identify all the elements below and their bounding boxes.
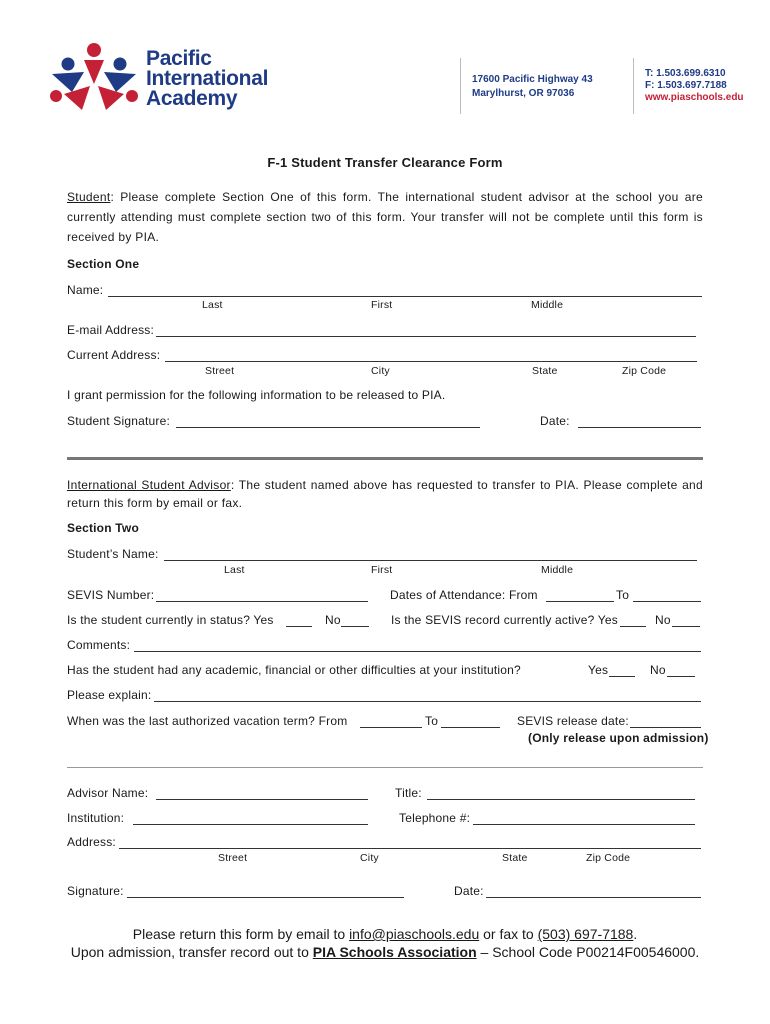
difficulties-label: Has the student had any academic, financial or other difficulties at your institution? [67, 663, 521, 677]
sevis-active-yes-input[interactable] [620, 626, 646, 627]
footer-line2-prefix: Upon admission, transfer record out to [70, 944, 313, 960]
address-line-1: 17600 Pacific Highway 43 [472, 74, 593, 85]
advisor-title-input[interactable] [427, 799, 695, 800]
logo-line-3: Academy [146, 87, 238, 110]
section-one-heading: Section One [67, 257, 140, 271]
form-title: F-1 Student Transfer Clearance Form [267, 155, 503, 170]
sevis-active-no-label: No [655, 613, 671, 627]
permission-statement: I grant permission for the following information to be released to PIA. [67, 388, 446, 402]
address-sub-street: Street [205, 365, 235, 377]
email-input[interactable] [156, 336, 696, 337]
phone-number: T: 1.503.699.6310 [645, 68, 726, 79]
fax-number: F: 1.503.697.7188 [645, 80, 727, 91]
difficulties-no-input[interactable] [667, 676, 695, 677]
vacation-to-input[interactable] [441, 727, 500, 728]
address-sub-state: State [532, 365, 558, 377]
advisor-signature-label: Signature: [67, 884, 124, 898]
difficulties-yes-label: Yes [588, 663, 609, 677]
advisor-address-sub-street: Street [218, 852, 248, 864]
student-date-input[interactable] [578, 427, 701, 428]
advisor-address-input[interactable] [119, 848, 701, 849]
advisor-intro-text: : The student named above has requested to transfer to PIA. Please complete and return this form by email or fax. [67, 478, 703, 510]
student-signature-label: Student Signature: [67, 414, 171, 428]
vacation-label: When was the last authorized vacation term? From [67, 714, 348, 728]
section-divider [67, 457, 703, 460]
current-address-label: Current Address: [67, 348, 161, 362]
logo-text [146, 49, 268, 109]
sevis-active-label: Is the SEVIS record currently active? Yes [391, 613, 618, 627]
student-signature-input[interactable] [176, 427, 480, 428]
name-sub-first: First [371, 299, 393, 311]
difficulties-no-label: No [650, 663, 666, 677]
vacation-from-input[interactable] [360, 727, 422, 728]
footer-fax-link[interactable]: (503) 697-7188 [537, 926, 634, 942]
advisor-address-sub-state: State [502, 852, 528, 864]
header-contact [645, 68, 744, 104]
email-label: E-mail Address: [67, 323, 155, 337]
advisor-address-sub-city: City [360, 852, 379, 864]
sevis-number-label: SEVIS Number: [67, 588, 155, 602]
explain-label: Please explain: [67, 688, 152, 702]
footer-line-2 [0, 944, 770, 960]
in-status-yes-input[interactable] [286, 626, 312, 627]
current-address-input[interactable] [165, 361, 697, 362]
name-label: Name: [67, 283, 104, 297]
advisor-address-label: Address: [67, 835, 116, 849]
header-divider-left [460, 58, 461, 114]
advisor-date-label: Date: [454, 884, 484, 898]
student-name-sub-middle: Middle [541, 564, 574, 576]
header-address [472, 73, 593, 101]
institution-label: Institution: [67, 811, 125, 825]
footer-line-1 [0, 926, 770, 942]
telephone-label: Telephone #: [399, 811, 471, 825]
footer-association-link[interactable]: PIA Schools Association [312, 944, 477, 960]
advisor-address-sub-zip: Zip Code [586, 852, 631, 864]
name-input[interactable] [108, 296, 702, 297]
logo-line-1: Pacific [146, 47, 212, 70]
difficulties-yes-input[interactable] [609, 676, 635, 677]
student-intro [67, 187, 703, 247]
student-name-sub-last: Last [224, 564, 245, 576]
explain-input[interactable] [154, 701, 701, 702]
release-note: (Only release upon admission) [528, 731, 709, 745]
address-line-2: Marylhurst, OR 97036 [472, 88, 575, 99]
student-date-label: Date: [540, 414, 570, 428]
logo-line-2: International [146, 67, 269, 90]
in-status-no-label: No [325, 613, 341, 627]
address-sub-city: City [371, 365, 390, 377]
footer-line2-suffix: – School Code P00214F00546000. [476, 944, 700, 960]
advisor-title-label: Title: [395, 786, 422, 800]
telephone-input[interactable] [473, 824, 695, 825]
header-divider-right [633, 58, 634, 114]
student-name-label: Student’s Name: [67, 547, 159, 561]
advisor-signature-input[interactable] [127, 897, 404, 898]
website-link[interactable]: www.piaschools.edu [645, 92, 744, 103]
advisor-name-input[interactable] [156, 799, 368, 800]
advisor-intro [67, 476, 703, 512]
sevis-active-no-input[interactable] [672, 626, 700, 627]
name-sub-middle: Middle [531, 299, 564, 311]
student-name-input[interactable] [164, 560, 697, 561]
footer-line1-prefix: Please return this form by email to [132, 926, 350, 942]
footer-line1-suffix: . [633, 926, 638, 942]
academy-logo-icon [46, 42, 142, 112]
attendance-from-input[interactable] [546, 601, 614, 602]
footer-line1-mid: or fax to [479, 926, 538, 942]
student-name-sub-first: First [371, 564, 393, 576]
student-intro-label: Student [67, 190, 111, 204]
comments-input[interactable] [134, 651, 701, 652]
section-two-heading: Section Two [67, 521, 139, 535]
attendance-to-label: To [616, 588, 630, 602]
name-sub-last: Last [202, 299, 223, 311]
footer-email-link[interactable]: info@piaschools.edu [349, 926, 480, 942]
advisor-divider [67, 767, 703, 768]
advisor-date-input[interactable] [486, 897, 701, 898]
advisor-name-label: Advisor Name: [67, 786, 149, 800]
vacation-to-label: To [425, 714, 439, 728]
sevis-number-input[interactable] [156, 601, 368, 602]
attendance-label: Dates of Attendance: From [390, 588, 538, 602]
in-status-no-input[interactable] [341, 626, 369, 627]
institution-input[interactable] [133, 824, 368, 825]
release-date-label: SEVIS release date: [517, 714, 629, 728]
release-date-input[interactable] [630, 727, 701, 728]
comments-label: Comments: [67, 638, 131, 652]
attendance-to-input[interactable] [633, 601, 701, 602]
student-intro-text: : Please complete Section One of this form. The international student advisor at the school you are currently attending must complete section two of this form. Your transfer will not be complete until this form is received by PIA. [67, 190, 703, 244]
in-status-label: Is the student currently in status? Yes [67, 613, 274, 627]
address-sub-zip: Zip Code [622, 365, 667, 377]
advisor-intro-label: International Student Advisor [67, 478, 231, 492]
